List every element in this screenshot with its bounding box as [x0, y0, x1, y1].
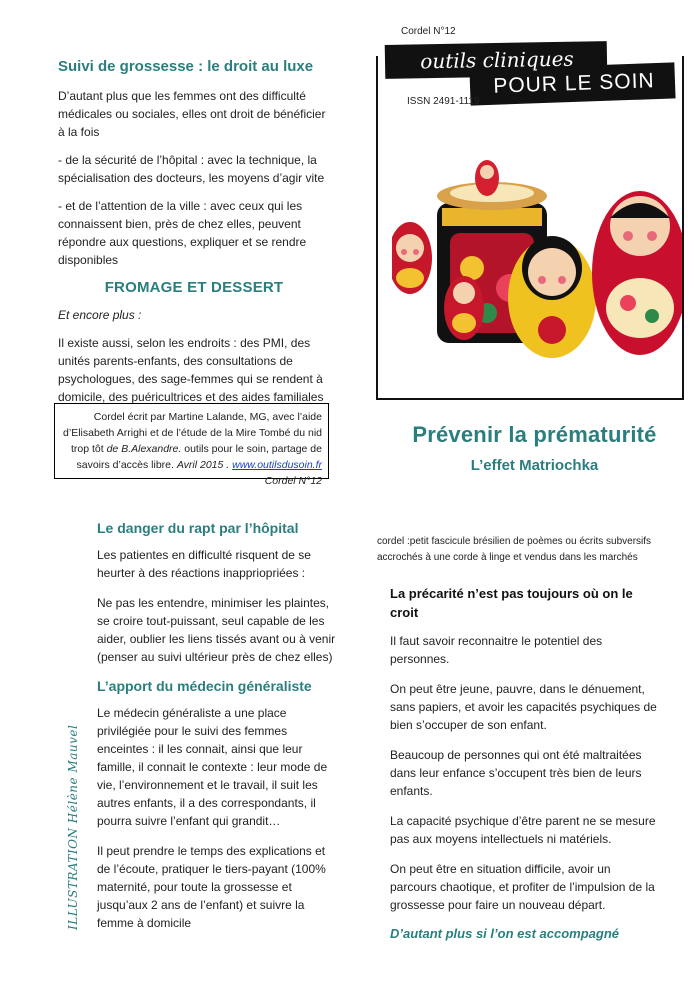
- credit-box: [54, 403, 329, 487]
- credit-author: de B.Alexandre.: [106, 443, 182, 455]
- heading-precarite: La précarité n’est pas toujours où on le croit: [390, 586, 633, 620]
- tiny-top-doll-icon: [475, 160, 499, 196]
- cordel-definition: cordel :petit fascicule brésilien de poèmes ou écrits subversifs accrochés à une corde à linge et vendus dans les marchés: [377, 536, 652, 563]
- website-link[interactable]: www.outilsdusoin.fr: [232, 459, 322, 471]
- small-front-doll-icon: [444, 276, 484, 340]
- left-top-column: [58, 58, 330, 416]
- paragraph-structures: Il existe aussi, selon les endroits : des PMI, des unités parents-enfants, des consultations de psychologues, des sage-femmes qui se rendent à domicile, des puéricultrices et des aides familiales: [58, 336, 324, 404]
- paragraph-maltraitees: Beaucoup de personnes qui ont été maltraitées dans leur enfance s’occupent très bien de leurs enfants.: [390, 748, 642, 798]
- credit-text: Cordel écrit par Martine Lalande, MG, avec l’aide d’Elisabeth Arrighi et de l’étude de la Mire Tombé du nid trop tôt: [63, 411, 322, 455]
- credit-description: outils pour le soin, partage de savoirs d’accès libre.: [76, 443, 322, 471]
- left-bottom-column: [97, 520, 337, 944]
- credit-date: Avril 2015 .: [176, 459, 230, 471]
- illustration-credit: ILLUSTRATION Hélène Mauvel: [66, 724, 80, 930]
- small-left-doll-icon: [392, 222, 432, 294]
- logo-text-outils-cliniques: outils cliniques: [420, 46, 574, 74]
- closing-line: D’autant plus si l’on est accompagné: [390, 926, 619, 941]
- subtitle: L’effet Matriochka: [470, 457, 599, 474]
- paragraph-potentiel: Il faut savoir reconnaitre le potentiel des personnes.: [390, 634, 603, 666]
- heading-apport-medecin: L’apport du médecin généraliste: [97, 678, 312, 694]
- credit-cordel-number: Cordel N°12: [264, 475, 322, 487]
- large-red-doll-icon: [592, 191, 682, 355]
- paragraph-reactions: Ne pas les entendre, minimiser les plaintes, se croire tout-puissant, seul capable de les aider, oublier les liens tissés avant ou à venir (penser au suivi ultérieur près de chez elles): [97, 596, 336, 664]
- main-title: Prévenir la prématurité: [412, 422, 657, 447]
- cordel-number: Cordel N°12: [401, 26, 456, 37]
- right-bottom-column: [390, 584, 660, 941]
- paragraph-medecin-temps: Il peut prendre le temps des explications et de l’écoute, pratiquer le tiers-payant (100% maternité, pour toute la grossesse et jusqu’aux 2 ans de l’enfant) et suivre la femme à domicile: [97, 844, 326, 930]
- paragraph-capacite-psychique: La capacité psychique d’être parent ne se mesure pas aux moyens intellectuels ni matériels.: [390, 814, 656, 846]
- issn-number: ISSN 2491-1119: [407, 96, 480, 107]
- italic-line: Et encore plus :: [58, 308, 142, 322]
- heading-danger-rapt: Le danger du rapt par l’hôpital: [97, 520, 299, 536]
- paragraph-nouveau-depart: On peut être en situation difficile, avoir un parcours chaotique, et profiter de l’impulsion de la grossesse pour faire un nouveau départ.: [390, 862, 655, 912]
- heading-fromage-dessert: FROMAGE ET DESSERT: [104, 279, 284, 296]
- matryoshka-dolls-image: [392, 148, 682, 358]
- logo-text-pour-le-soin: POUR LE SOIN: [492, 69, 656, 98]
- point-ville: - et de l’attention de la ville : avec ceux qui les connaissent bien, près de chez elles, peuvent répondre aux questions, expliquer et se rendre disponibles: [58, 199, 307, 267]
- point-hopital: - de la sécurité de l’hôpital : avec la technique, la spécialisation des docteurs, les moyens d’agir vite: [58, 153, 325, 185]
- intro-paragraph: D’autant plus que les femmes ont des difficulté médicales ou sociales, elles ont droit de bénéficier à la fois: [58, 89, 326, 139]
- heading-suivi-grossesse: Suivi de grossesse : le droit au luxe: [58, 58, 314, 75]
- paragraph-jeune-pauvre: On peut être jeune, pauvre, dans le dénuement, sans papiers, et avoir les capacités psychiques de bien s’occuper de son enfant.: [390, 682, 657, 732]
- paragraph-risques: Les patientes en difficulté risquent de se heurter à des réactions inappriopriées :: [97, 548, 311, 580]
- paragraph-medecin-place: Le médecin généraliste a une place privilégiée pour le suivi des femmes enceintes : il les connait, ainsi que leur famille, il connait le contexte : leur mode de vie, l’environnement et le travail, il suit les autres enfants, il a des correspondants, il pourra suivre l’enfant qui grandit…: [97, 706, 328, 828]
